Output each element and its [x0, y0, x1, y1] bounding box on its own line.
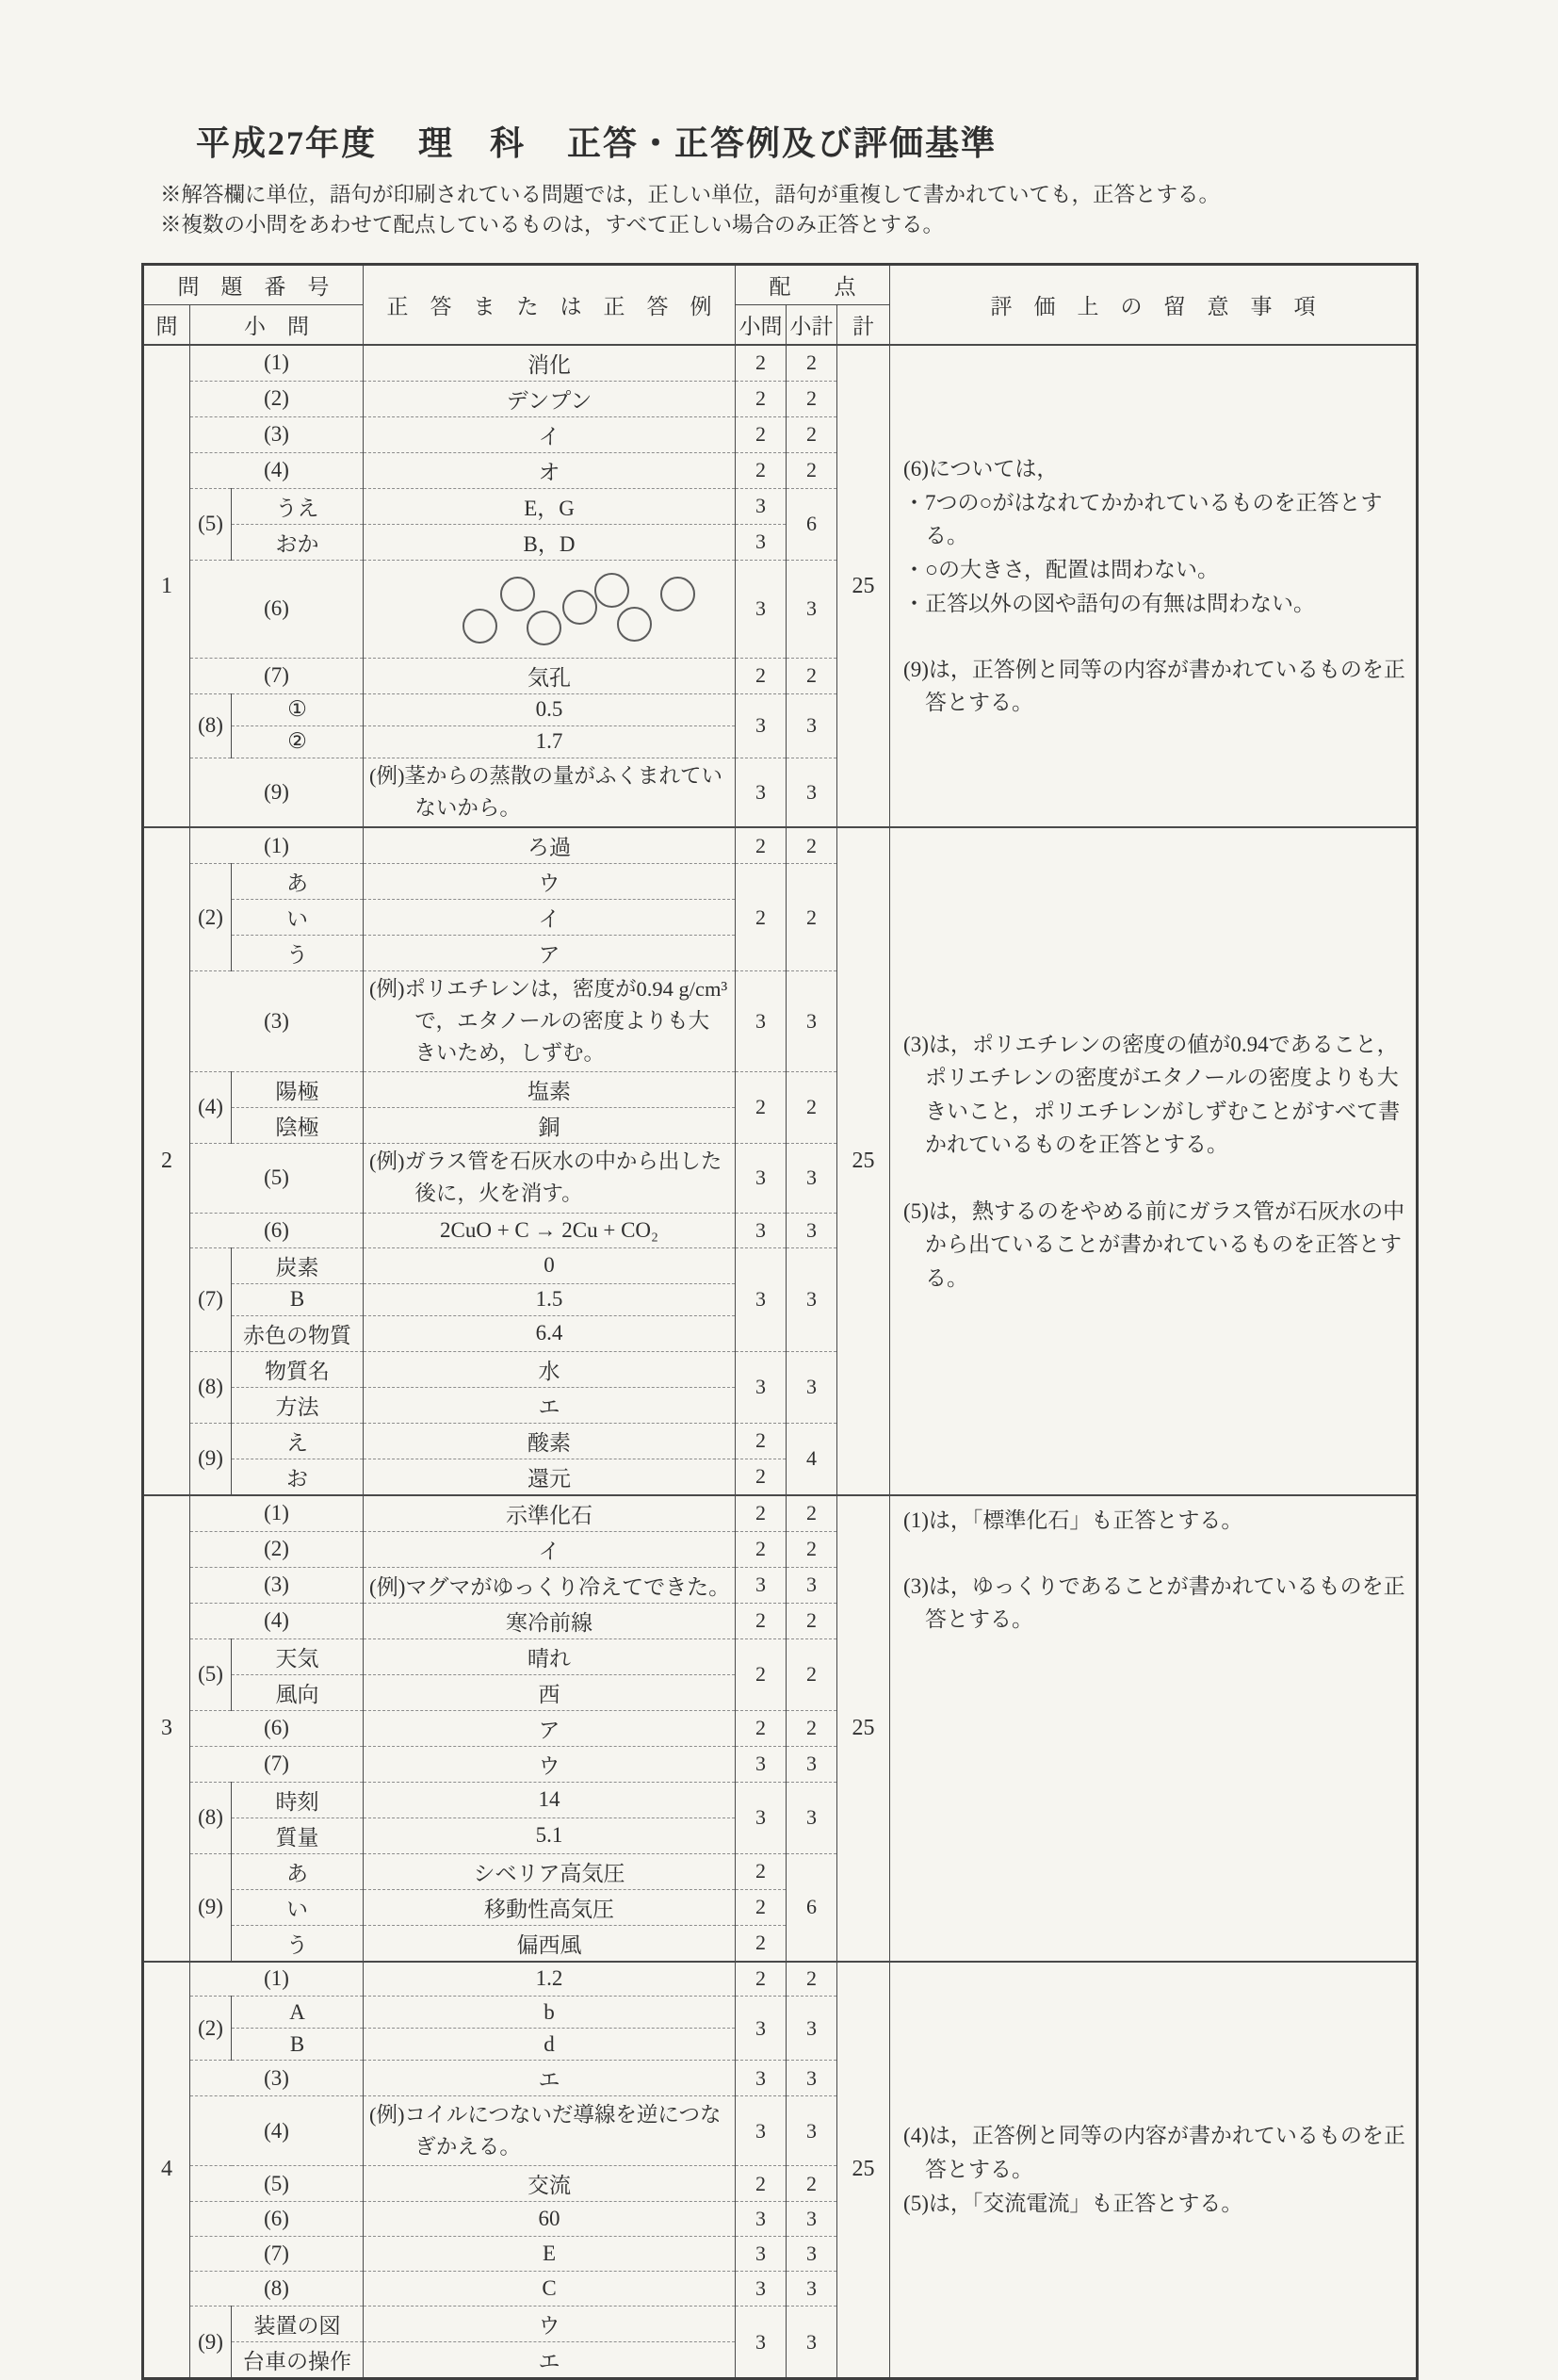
- subq-sub-cell: え: [232, 1423, 364, 1459]
- subq-cell: (3): [190, 1567, 364, 1603]
- col-header-pt-sub: 小問: [736, 304, 787, 345]
- subq-sub-cell: あ: [232, 864, 364, 900]
- remark-line: (6)については，: [903, 457, 1059, 481]
- subtotal-cell: 3: [787, 2061, 837, 2096]
- subtotal-cell: 2: [787, 827, 837, 864]
- answer-cell: シベリア高気圧: [364, 1853, 736, 1889]
- subq-group-cell: (9): [190, 1853, 232, 1962]
- question-number-cell: 3: [143, 1495, 190, 1962]
- subq-cell: (5): [190, 2166, 364, 2202]
- note-line: ※解答欄に単位，語句が印刷されている問題では，正しい単位，語句が重複して書かれていても，正答とする。: [160, 183, 1221, 206]
- remark-line: (5)は，熱するのをやめる前にガラス管が石灰水の中から出ていることが書かれているものを正答とする。: [903, 1198, 1405, 1290]
- total-cell: 25: [837, 827, 890, 1494]
- answer-cell: 晴れ: [364, 1638, 736, 1674]
- answer-cell: オ: [364, 452, 736, 488]
- subq-cell: (3): [190, 416, 364, 452]
- points-cell: 3: [736, 1143, 787, 1213]
- subtotal-cell: 2: [787, 1531, 837, 1567]
- remarks-cell: [890, 1962, 1418, 2379]
- points-cell: 2: [736, 1071, 787, 1143]
- subq-sub-cell: うえ: [232, 488, 364, 524]
- title-subject: 理 科: [418, 124, 527, 162]
- answer-cell: エ: [364, 2342, 736, 2379]
- points-cell: 3: [736, 2202, 787, 2237]
- points-cell: 3: [736, 2237, 787, 2272]
- col-header-question-number: 問 題 番 号: [143, 264, 364, 304]
- remarks-cell: [890, 827, 1418, 1494]
- points-cell: 2: [736, 658, 787, 693]
- answer-cell: エ: [364, 1387, 736, 1423]
- subtotal-cell: 2: [787, 1495, 837, 1532]
- table-row: [143, 827, 1418, 864]
- points-cell: 3: [736, 1351, 787, 1423]
- subq-sub-cell: ②: [232, 725, 364, 758]
- subq-sub-cell: 炭素: [232, 1247, 364, 1283]
- answer-cell: [364, 560, 736, 658]
- remark-line: ・7つの○がはなれてかかれているものを正答とする。: [903, 490, 1383, 548]
- answer-key-table: [141, 263, 1419, 2380]
- subq-cell: (2): [190, 381, 364, 416]
- answer-cell: ア: [364, 1710, 736, 1746]
- subq-sub-cell: 赤色の物質: [232, 1315, 364, 1351]
- points-cell: 3: [736, 560, 787, 658]
- subq-sub-cell: 物質名: [232, 1351, 364, 1387]
- subq-cell: (6): [190, 2202, 364, 2237]
- subq-sub-cell: B: [232, 1283, 364, 1315]
- remarks-cell: [890, 1495, 1418, 1962]
- answer-cell: 移動性高気圧: [364, 1889, 736, 1925]
- circle-shape: [594, 573, 629, 608]
- subq-cell: (1): [190, 1962, 364, 1997]
- subtotal-cell: 3: [787, 560, 837, 658]
- subtotal-cell: 3: [787, 2272, 837, 2307]
- subtotal-cell: 3: [787, 2237, 837, 2272]
- subq-sub-cell: 天気: [232, 1638, 364, 1674]
- answer-cell: (例)マグマがゆっくり冷えてできた。: [364, 1567, 736, 1603]
- subtotal-cell: 3: [787, 1567, 837, 1603]
- subq-sub-cell: お: [232, 1459, 364, 1495]
- subq-sub-cell: 質量: [232, 1818, 364, 1853]
- subtotal-cell: 3: [787, 1351, 837, 1423]
- answer-cell: 消化: [364, 345, 736, 382]
- circle-shape: [562, 590, 597, 625]
- circle-shape: [660, 577, 695, 611]
- answer-cell: 6.4: [364, 1315, 736, 1351]
- question-number-cell: 4: [143, 1962, 190, 2379]
- points-cell: 2: [736, 1423, 787, 1459]
- subq-group-cell: (8): [190, 1351, 232, 1423]
- subq-cell: (7): [190, 1746, 364, 1782]
- circle-shape: [617, 607, 652, 642]
- points-cell: 3: [736, 971, 787, 1071]
- answer-cell: (例)ガラス管を石灰水の中から出した後に，火を消す。: [364, 1143, 736, 1213]
- subq-sub-cell: あ: [232, 1853, 364, 1889]
- subq-group-cell: (2): [190, 1997, 232, 2061]
- points-cell: 3: [736, 1213, 787, 1247]
- title-year: 平成27年度: [196, 124, 378, 162]
- points-cell: 3: [736, 2272, 787, 2307]
- subq-group-cell: (4): [190, 1071, 232, 1143]
- table-row: [143, 1962, 1418, 1997]
- points-cell: 3: [736, 1997, 787, 2061]
- points-cell: 3: [736, 524, 787, 560]
- col-header-q: 問: [143, 304, 190, 345]
- answer-cell: 0.5: [364, 693, 736, 725]
- subq-sub-cell: 風向: [232, 1674, 364, 1710]
- question-number-cell: 1: [143, 345, 190, 828]
- subtotal-cell: 3: [787, 1247, 837, 1351]
- remark-line: ・正答以外の図や語句の有無は問わない。: [903, 591, 1316, 615]
- subtotal-cell: 2: [787, 864, 837, 971]
- subtotal-cell: 2: [787, 2166, 837, 2202]
- subtotal-cell: 3: [787, 1997, 837, 2061]
- answer-cell: 銅: [364, 1107, 736, 1143]
- subq-cell: (2): [190, 1531, 364, 1567]
- answer-cell: 寒冷前線: [364, 1603, 736, 1638]
- note-line: ※複数の小問をあわせて配点しているものは，すべて正しい場合のみ正答とする。: [160, 212, 945, 236]
- points-cell: 2: [736, 416, 787, 452]
- points-cell: 2: [736, 827, 787, 864]
- answer-cell: 交流: [364, 2166, 736, 2202]
- table-row: [143, 345, 1418, 382]
- subtotal-cell: 2: [787, 1638, 837, 1710]
- table-row: [143, 1495, 1418, 1532]
- answer-cell: E: [364, 2237, 736, 2272]
- subq-cell: (9): [190, 758, 364, 827]
- points-cell: 3: [736, 1247, 787, 1351]
- subq-group-cell: (9): [190, 2307, 232, 2379]
- subq-group-cell: (8): [190, 1782, 232, 1853]
- subq-cell: (4): [190, 2096, 364, 2166]
- subtotal-cell: 2: [787, 1603, 837, 1638]
- remarks-cell: [890, 345, 1418, 828]
- total-cell: 25: [837, 1495, 890, 1962]
- answer-cell: C: [364, 2272, 736, 2307]
- subtotal-cell: 3: [787, 2202, 837, 2237]
- points-cell: 2: [736, 1531, 787, 1567]
- points-cell: 2: [736, 1925, 787, 1962]
- answer-cell: 60: [364, 2202, 736, 2237]
- subtotal-cell: 3: [787, 2096, 837, 2166]
- subtotal-cell: 6: [787, 1853, 837, 1962]
- answer-cell: イ: [364, 1531, 736, 1567]
- points-cell: 2: [736, 1459, 787, 1495]
- answer-cell: ア: [364, 936, 736, 971]
- remark-line: (3)は，ポリエチレンの密度の値が0.94であること，ポリエチレンの密度がエタノールの密度よりも大きいこと，ポリエチレンがしずむことがすべて書かれているものを正答とする。: [903, 1032, 1401, 1157]
- answer-cell: 気孔: [364, 658, 736, 693]
- circle-shape: [527, 611, 561, 645]
- points-cell: 2: [736, 1853, 787, 1889]
- answer-cell: b: [364, 1997, 736, 2029]
- answer-cell: 酸素: [364, 1423, 736, 1459]
- circle-shape: [463, 609, 497, 644]
- answer-cell: 1.7: [364, 725, 736, 758]
- subq-cell: (6): [190, 560, 364, 658]
- subq-sub-cell: B: [232, 2029, 364, 2061]
- subtotal-cell: 2: [787, 1071, 837, 1143]
- remark-line: (9)は，正答例と同等の内容が書かれているものを正答とする。: [903, 657, 1405, 715]
- subq-sub-cell: う: [232, 936, 364, 971]
- subq-cell: (7): [190, 2237, 364, 2272]
- total-cell: 25: [837, 345, 890, 828]
- subtotal-cell: 2: [787, 381, 837, 416]
- subq-group-cell: (8): [190, 693, 232, 758]
- col-header-remarks: 評 価 上 の 留 意 事 項: [890, 264, 1418, 345]
- points-cell: 2: [736, 1889, 787, 1925]
- subq-group-cell: (9): [190, 1423, 232, 1495]
- subq-cell: (7): [190, 658, 364, 693]
- col-header-points: 配 点: [736, 264, 890, 304]
- col-header-subq: 小 問: [190, 304, 364, 345]
- points-cell: 2: [736, 2166, 787, 2202]
- points-cell: 3: [736, 1782, 787, 1853]
- points-cell: 2: [736, 1638, 787, 1710]
- subtotal-cell: 3: [787, 1143, 837, 1213]
- subq-cell: (5): [190, 1143, 364, 1213]
- answer-cell: 0: [364, 1247, 736, 1283]
- answer-cell: ウ: [364, 1746, 736, 1782]
- subq-sub-cell: 方法: [232, 1387, 364, 1423]
- points-cell: 3: [736, 2307, 787, 2379]
- answer-cell: d: [364, 2029, 736, 2061]
- points-cell: 2: [736, 1962, 787, 1997]
- total-cell: 25: [837, 1962, 890, 2379]
- subq-cell: (6): [190, 1213, 364, 1247]
- subq-cell: (1): [190, 827, 364, 864]
- answer-cell: 塩素: [364, 1071, 736, 1107]
- subtotal-cell: 3: [787, 758, 837, 827]
- subq-group-cell: (2): [190, 864, 232, 971]
- points-cell: 3: [736, 488, 787, 524]
- subtotal-cell: 6: [787, 488, 837, 560]
- subtotal-cell: 3: [787, 2307, 837, 2379]
- subq-cell: (3): [190, 2061, 364, 2096]
- points-cell: 3: [736, 2061, 787, 2096]
- subq-sub-cell: 台車の操作: [232, 2342, 364, 2379]
- subtotal-cell: 2: [787, 1962, 837, 1997]
- page-title: [196, 117, 1558, 165]
- points-cell: 2: [736, 452, 787, 488]
- subq-cell: (1): [190, 345, 364, 382]
- answer-cell: 5.1: [364, 1818, 736, 1853]
- subq-sub-cell: 装置の図: [232, 2307, 364, 2342]
- subq-sub-cell: 陽極: [232, 1071, 364, 1107]
- points-cell: 3: [736, 693, 787, 758]
- answer-cell: 偏西風: [364, 1925, 736, 1962]
- answer-cell: (例)茎からの蒸散の量がふくまれていないから。: [364, 758, 736, 827]
- subq-sub-cell: ①: [232, 693, 364, 725]
- answer-cell: 1.2: [364, 1962, 736, 1997]
- col-header-pt-subtotal: 小計: [787, 304, 837, 345]
- answer-cell: デンプン: [364, 381, 736, 416]
- remark-line: (3)は，ゆっくりであることが書かれているものを正答とする。: [903, 1573, 1405, 1632]
- answer-cell: 2CuO + C → 2Cu + CO₂: [364, 1213, 736, 1247]
- answer-cell: E，G: [364, 488, 736, 524]
- answer-cell: (例)ポリエチレンは，密度が0.94 g/cm³で，エタノールの密度よりも大きいため，しずむ。: [364, 971, 736, 1071]
- answer-cell: 西: [364, 1674, 736, 1710]
- title-caption: 正答・正答例及び評価基準: [567, 124, 998, 162]
- points-cell: 2: [736, 381, 787, 416]
- subq-cell: (8): [190, 2272, 364, 2307]
- answer-cell: ろ過: [364, 827, 736, 864]
- subq-cell: (6): [190, 1710, 364, 1746]
- answer-cell: (例)コイルにつないだ導線を逆につなぎかえる。: [364, 2096, 736, 2166]
- subtotal-cell: 4: [787, 1423, 837, 1495]
- points-cell: 3: [736, 1746, 787, 1782]
- points-cell: 2: [736, 1495, 787, 1532]
- answer-circles-diagram: [389, 565, 709, 652]
- subq-sub-cell: おか: [232, 524, 364, 560]
- subtotal-cell: 2: [787, 1710, 837, 1746]
- answer-cell: ウ: [364, 864, 736, 900]
- points-cell: 2: [736, 1710, 787, 1746]
- subq-group-cell: (5): [190, 1638, 232, 1710]
- subtotal-cell: 3: [787, 1746, 837, 1782]
- subq-group-cell: (7): [190, 1247, 232, 1351]
- remark-line: (1)は，「標準化石」も正答とする。: [903, 1508, 1243, 1532]
- answer-cell: イ: [364, 416, 736, 452]
- remark-line: (4)は，正答例と同等の内容が書かれているものを正答とする。: [903, 2124, 1405, 2182]
- subtotal-cell: 2: [787, 345, 837, 382]
- subtotal-cell: 3: [787, 1213, 837, 1247]
- subq-sub-cell: 陰極: [232, 1107, 364, 1143]
- answer-cell: ウ: [364, 2307, 736, 2342]
- answer-cell: エ: [364, 2061, 736, 2096]
- question-number-cell: 2: [143, 827, 190, 1494]
- subq-sub-cell: 時刻: [232, 1782, 364, 1818]
- circle-shape: [500, 577, 535, 611]
- answer-cell: 14: [364, 1782, 736, 1818]
- answer-cell: 水: [364, 1351, 736, 1387]
- subq-group-cell: (5): [190, 488, 232, 560]
- answer-cell: B，D: [364, 524, 736, 560]
- subq-sub-cell: い: [232, 900, 364, 936]
- points-cell: 3: [736, 758, 787, 827]
- points-cell: 2: [736, 864, 787, 971]
- col-header-pt-total: 計: [837, 304, 890, 345]
- subtotal-cell: 2: [787, 416, 837, 452]
- remark-line: (5)は，「交流電流」も正答とする。: [903, 2191, 1243, 2215]
- answer-cell: イ: [364, 900, 736, 936]
- subq-cell: (1): [190, 1495, 364, 1532]
- points-cell: 3: [736, 2096, 787, 2166]
- points-cell: 3: [736, 1567, 787, 1603]
- subq-cell: (3): [190, 971, 364, 1071]
- subq-sub-cell: う: [232, 1925, 364, 1962]
- subq-cell: (4): [190, 452, 364, 488]
- col-header-answer: 正 答 ま た は 正 答 例: [364, 264, 736, 345]
- subtotal-cell: 3: [787, 1782, 837, 1853]
- subtotal-cell: 3: [787, 693, 837, 758]
- subq-sub-cell: い: [232, 1889, 364, 1925]
- remark-line: ・○の大きさ，配置は問わない。: [903, 558, 1220, 582]
- answer-cell: 示準化石: [364, 1495, 736, 1532]
- subq-cell: (4): [190, 1603, 364, 1638]
- subq-sub-cell: A: [232, 1997, 364, 2029]
- subtotal-cell: 2: [787, 658, 837, 693]
- subtotal-cell: 3: [787, 971, 837, 1071]
- header-notes: [160, 180, 1558, 240]
- answer-cell: 1.5: [364, 1283, 736, 1315]
- subtotal-cell: 2: [787, 452, 837, 488]
- points-cell: 2: [736, 1603, 787, 1638]
- points-cell: 2: [736, 345, 787, 382]
- answer-cell: 還元: [364, 1459, 736, 1495]
